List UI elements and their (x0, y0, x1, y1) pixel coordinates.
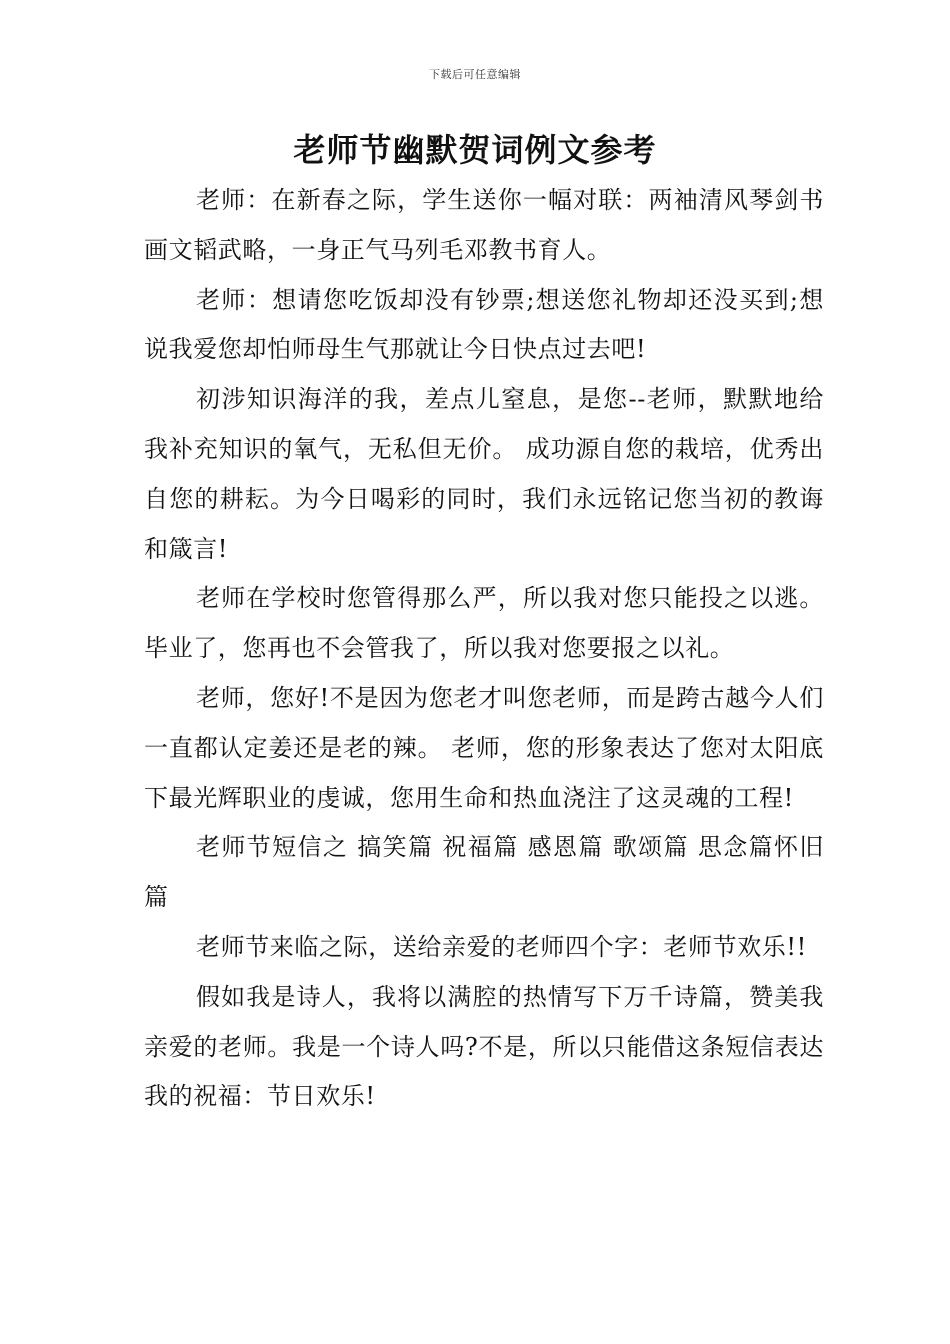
paragraph-3: 初涉知识海洋的我，差点儿窒息，是您--老师，默默地给我补充知识的氧气，无私但无价。 成功源自您的栽培，优秀出自您的耕耘。为今日喝彩的同时，我们永远铭记您当初的教诲和箴言! (144, 385, 824, 563)
document-title: 老师节幽默贺词例文参考 (293, 131, 657, 169)
paragraph-7: 老师节来临之际，送给亲爱的老师四个字：老师节欢乐!! (196, 932, 807, 961)
paragraph-4: 老师在学校时您管得那么严，所以我对您只能投之以逃。毕业了，您再也不会管我了，所以我对您要报之以礼。 (144, 584, 824, 663)
paragraph-5: 老师，您好!不是因为您老才叫您老师，而是跨古越今人们一直都认定姜还是老的辣。 老师，您的形象表达了您对太阳底下最光辉职业的虔诚，您用生命和热血浇注了这灵魂的工程! (144, 683, 824, 812)
header-note: 下载后可任意编辑 (429, 68, 521, 81)
paragraph-8: 假如我是诗人，我将以满腔的热情写下万千诗篇，赞美我亲爱的老师。我是一个诗人吗?不是，所以只能借这条短信表达我的祝福：节日欢乐! (144, 982, 824, 1111)
document-body (144, 176, 824, 1122)
paragraph-6: 老师节短信之 搞笑篇 祝福篇 感恩篇 歌颂篇 思念篇怀旧篇 (144, 833, 824, 912)
paragraph-1: 老师：在新春之际，学生送你一幅对联：两袖清风琴剑书画文韬武略，一身正气马列毛邓教书育人。 (144, 186, 824, 264)
paragraph-2: 老师：想请您吃饭却没有钞票;想送您礼物却还没买到;想说我爱您却怕师母生气那就让今日快点过去吧! (144, 285, 824, 364)
